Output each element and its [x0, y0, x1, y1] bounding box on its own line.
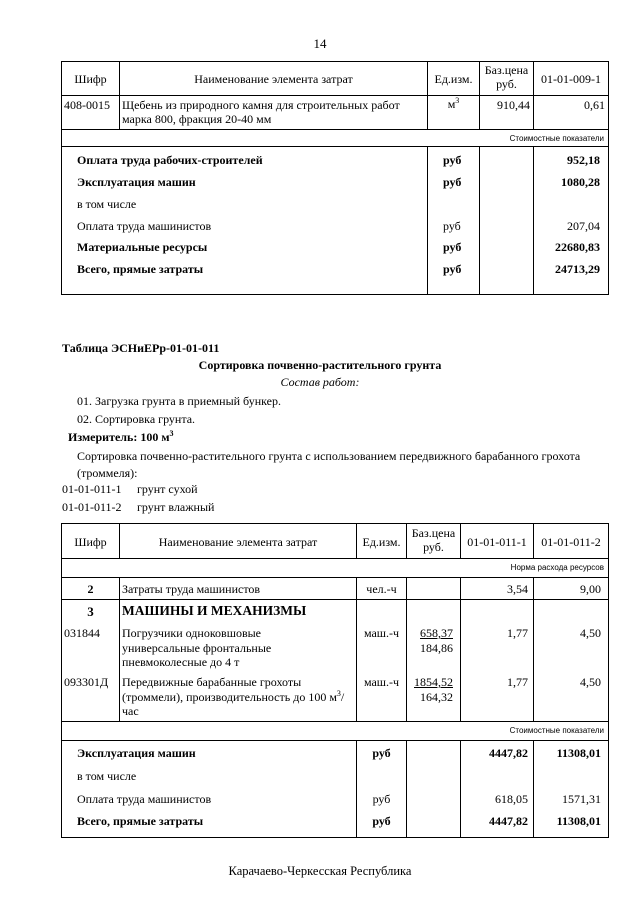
t1-cost-label: Оплата труда машинистов — [77, 219, 212, 233]
t1-section-label: Стоимостные показатели — [509, 134, 604, 143]
t2-machine-code: 093301Д — [64, 675, 109, 689]
t1-cost-value: 207,04 — [567, 219, 600, 233]
t2-cost-v1: 618,05 — [495, 792, 528, 806]
t2-machine-name: Передвижные барабанные грохоты (троммели), производительность до 100 $м^3$/час — [122, 675, 345, 718]
footer: Карачаево-Черкесская Республика — [228, 864, 412, 878]
t2-machine-unit: маш.-ч — [363, 675, 400, 689]
t2-machine-v1: 1,77 — [507, 675, 528, 689]
t1-cost-unit: руб — [443, 219, 461, 233]
t1-cost-label: в том числе — [77, 197, 137, 211]
t1-cost-value: 952,18 — [567, 153, 600, 167]
t2-header-unit: Ед.изм. — [362, 535, 401, 549]
t1-cost-value: 22680,83 — [555, 240, 600, 254]
t2-header-col1: 01-01-011-1 — [467, 535, 527, 549]
variant-name: грунт влажный — [137, 500, 215, 514]
t1-cost-value: 24713,29 — [555, 262, 600, 276]
t2-labor-v1: 3,54 — [507, 582, 528, 596]
page-number: 14 — [313, 36, 327, 51]
t2-labor-name: Затраты труда машинистов — [122, 582, 261, 596]
work-item: 01. Загрузка грунта в приемный бункер. — [77, 394, 281, 408]
t2-cost-label: в том числе — [77, 769, 137, 783]
t1-row-name: Щебень из природного камня для строительных работ марка 800, фракция 20-40 мм — [122, 98, 400, 126]
t2-cost-v2: 11308,01 — [556, 746, 601, 760]
t2-machines-code: 3 — [87, 604, 94, 619]
t2-header-price: Баз.цена руб. — [411, 526, 456, 554]
t1-cost-unit: руб — [443, 175, 462, 189]
t2-machine-price-top: 658,37 — [420, 626, 453, 640]
work-item: 02. Сортировка грунта. — [77, 412, 196, 426]
t2-cost-v1: 4447,82 — [489, 814, 528, 828]
t1-cost-unit: руб — [443, 153, 462, 167]
t1-cost-value: 1080,28 — [561, 175, 600, 189]
variant-code: 01-01-011-2 — [62, 500, 122, 514]
t1-cost-label: Оплата труда рабочих-строителей — [77, 153, 263, 167]
t2-header-name: Наименование элемента затрат — [158, 535, 318, 549]
t1-cost-label: Эксплуатация машин — [77, 175, 196, 189]
t1-row-unit: $м^3$ — [447, 96, 460, 111]
t1-cost-unit: руб — [443, 262, 462, 276]
t2-machine-v2: 4,50 — [580, 675, 601, 689]
t2-cost-label: Всего, прямые затраты — [77, 814, 204, 828]
work-title: Состав работ: — [280, 375, 360, 389]
t2-machine-price-bottom: 164,32 — [420, 690, 453, 704]
t2-cost-unit: руб — [372, 792, 391, 806]
t1-row-price: 910,44 — [497, 98, 530, 112]
t2-cost-v2: 1571,31 — [562, 792, 601, 806]
t2-labor-code: 2 — [87, 582, 94, 596]
t2-machines-header: МАШИНЫ И МЕХАНИЗМЫ — [122, 603, 307, 618]
t1-row-code: 408-0015 — [64, 98, 110, 112]
t2-cost-unit: руб — [372, 814, 391, 828]
table-title: Таблица ЭСНиЕРр-01-01-011 — [62, 341, 220, 355]
meter: Измеритель: 100 $м^3$ — [68, 429, 174, 444]
t1-header-code: Шифр — [74, 72, 107, 86]
t1-cost-label: Материальные ресурсы — [77, 240, 208, 254]
t2-norm-label: Норма расхода ресурсов — [510, 563, 604, 572]
t2-header-col2: 01-01-011-2 — [541, 535, 601, 549]
t1-header-price: Баз.цена руб. — [484, 63, 529, 91]
t2-cost-v1: 4447,82 — [489, 746, 528, 760]
t1-row-value: 0,61 — [584, 98, 605, 112]
t2-machine-code: 031844 — [64, 626, 100, 640]
t2-machine-v2: 4,50 — [580, 626, 601, 640]
t2-labor-v2: 9,00 — [580, 582, 601, 596]
t2-cost-label: Эксплуатация машин — [77, 746, 196, 760]
t1-header-unit: Ед.изм. — [434, 72, 473, 86]
t2-machine-price-bottom: 184,86 — [420, 641, 453, 655]
variant-name: грунт сухой — [137, 482, 198, 496]
section-heading: Сортировка почвенно-растительного грунта — [198, 358, 442, 372]
t1-header-col: 01-01-009-1 — [541, 72, 601, 86]
t2-cost-v2: 11308,01 — [556, 814, 601, 828]
t2-cost-label: Оплата труда машинистов — [77, 792, 212, 806]
t2-machine-v1: 1,77 — [507, 626, 528, 640]
description: Сортировка почвенно-растительного грунта с использованием передвижного барабанного грохота (троммеля): — [77, 449, 581, 480]
t2-section-label: Стоимостные показатели — [509, 726, 604, 735]
t2-machine-price-top: 1854,52 — [414, 675, 453, 689]
t2-machine-name: Погрузчики одноковшовые универсальные фронтальные пневмоколесные до 4 т — [122, 626, 272, 669]
t2-machine-unit: маш.-ч — [363, 626, 400, 640]
t1-header-name: Наименование элемента затрат — [194, 72, 353, 86]
t2-cost-unit: руб — [372, 746, 391, 760]
t2-labor-unit: чел.-ч — [366, 582, 397, 596]
t1-cost-unit: руб — [443, 240, 462, 254]
t1-cost-label: Всего, прямые затраты — [77, 262, 204, 276]
variant-code: 01-01-011-1 — [62, 482, 122, 496]
t2-header-code: Шифр — [74, 535, 107, 549]
